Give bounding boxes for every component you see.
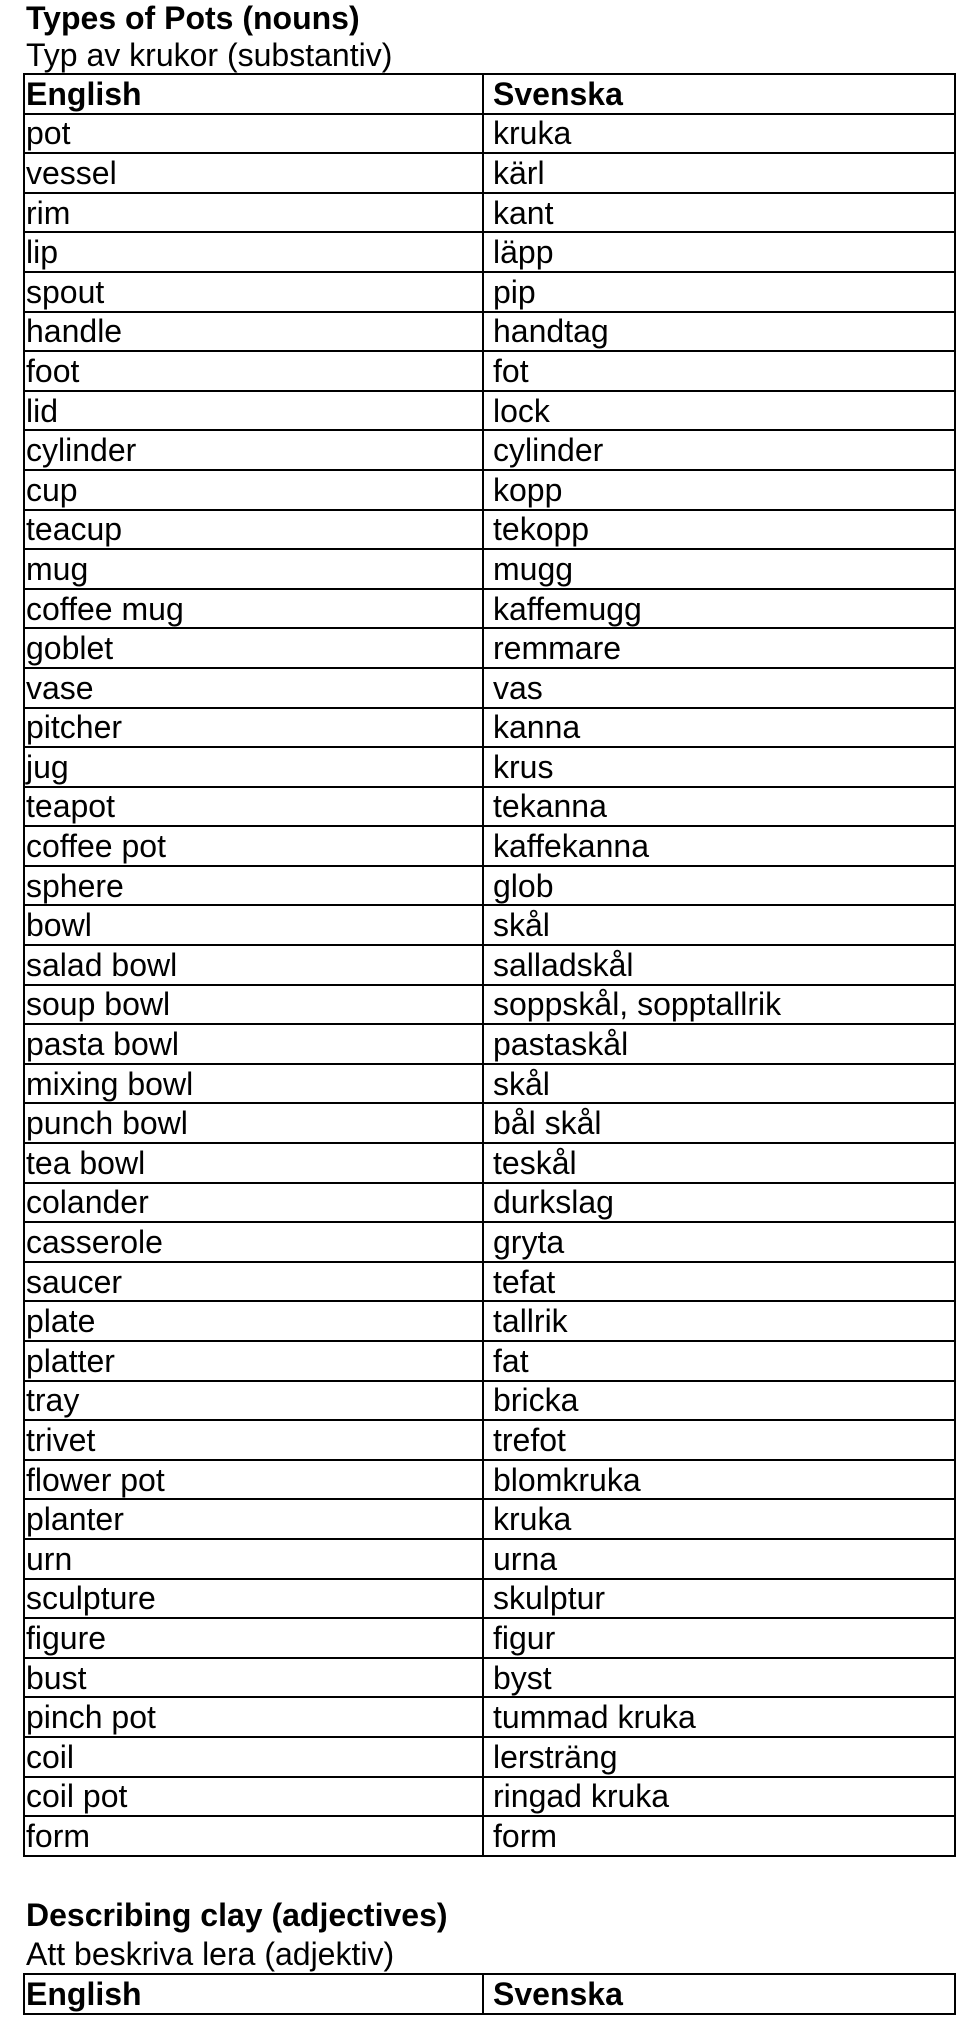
swedish-term: krus: [484, 748, 956, 788]
section-title-nouns: Types of Pots (nouns): [26, 0, 360, 36]
table-row: [25, 946, 956, 986]
table-row: [25, 313, 956, 353]
table-row: [25, 392, 956, 432]
swedish-term: trefot: [484, 1421, 956, 1461]
english-term: sculpture: [25, 1580, 484, 1620]
swedish-term: bål skål: [484, 1104, 956, 1144]
english-term: lip: [25, 233, 484, 273]
swedish-term: teskål: [484, 1144, 956, 1184]
swedish-term: salladskål: [484, 946, 956, 986]
english-term: tea bowl: [25, 1144, 484, 1184]
english-term: cup: [25, 471, 484, 511]
english-term: bust: [25, 1659, 484, 1699]
english-term: teacup: [25, 511, 484, 551]
section-subtitle-adjectives: Att beskriva lera (adjektiv): [26, 1936, 395, 1972]
table-row: [25, 1817, 956, 1857]
swedish-term: blomkruka: [484, 1461, 956, 1501]
english-term: casserole: [25, 1223, 484, 1263]
table-header-row: [25, 75, 956, 115]
table-row: [25, 1184, 956, 1224]
swedish-term: skål: [484, 906, 956, 946]
swedish-term: lersträng: [484, 1738, 956, 1778]
english-term: cylinder: [25, 431, 484, 471]
table-row: [25, 590, 956, 630]
table-row: [25, 1461, 956, 1501]
english-term: saucer: [25, 1263, 484, 1303]
table-row: [25, 1065, 956, 1105]
table-row: [25, 1619, 956, 1659]
english-term: planter: [25, 1500, 484, 1540]
swedish-term: kant: [484, 194, 956, 234]
swedish-term: lock: [484, 392, 956, 432]
column-header-english: English: [25, 75, 484, 115]
english-term: tray: [25, 1382, 484, 1422]
swedish-term: tefat: [484, 1263, 956, 1303]
swedish-term: kaffekanna: [484, 827, 956, 867]
english-term: lid: [25, 392, 484, 432]
swedish-term: figur: [484, 1619, 956, 1659]
table-row: [25, 1144, 956, 1184]
table-row: [25, 431, 956, 471]
swedish-term: byst: [484, 1659, 956, 1699]
swedish-term: fat: [484, 1342, 956, 1382]
vocabulary-table-adjectives: [23, 1973, 956, 2015]
table-row: [25, 1302, 956, 1342]
table-row: [25, 1104, 956, 1144]
table-row: [25, 906, 956, 946]
swedish-term: kanna: [484, 709, 956, 749]
swedish-term: skulptur: [484, 1580, 956, 1620]
english-term: vase: [25, 669, 484, 709]
english-term: coffee mug: [25, 590, 484, 630]
english-term: foot: [25, 352, 484, 392]
swedish-term: soppskål, sopptallrik: [484, 986, 956, 1026]
table-row: [25, 273, 956, 313]
swedish-term: kruka: [484, 115, 956, 155]
english-term: coil: [25, 1738, 484, 1778]
section-subtitle-nouns: Typ av krukor (substantiv): [26, 37, 393, 73]
column-header-english: English: [25, 1975, 484, 2015]
english-term: teapot: [25, 788, 484, 828]
english-term: sphere: [25, 867, 484, 907]
swedish-term: tekopp: [484, 511, 956, 551]
english-term: trivet: [25, 1421, 484, 1461]
swedish-term: pip: [484, 273, 956, 313]
swedish-term: kopp: [484, 471, 956, 511]
swedish-term: ringad kruka: [484, 1778, 956, 1818]
swedish-term: kruka: [484, 1500, 956, 1540]
table-header-row: [25, 1975, 956, 2015]
table-row: [25, 867, 956, 907]
table-row: [25, 629, 956, 669]
table-row: [25, 1778, 956, 1818]
english-term: handle: [25, 313, 484, 353]
swedish-term: gryta: [484, 1223, 956, 1263]
swedish-term: pastaskål: [484, 1025, 956, 1065]
table-row: [25, 194, 956, 234]
column-header-svenska: Svenska: [484, 75, 956, 115]
table-row: [25, 748, 956, 788]
english-term: flower pot: [25, 1461, 484, 1501]
table-row: [25, 827, 956, 867]
table-row: [25, 788, 956, 828]
table-row: [25, 986, 956, 1026]
table-row: [25, 352, 956, 392]
table-row: [25, 550, 956, 590]
english-term: rim: [25, 194, 484, 234]
swedish-term: fot: [484, 352, 956, 392]
english-term: spout: [25, 273, 484, 313]
english-term: punch bowl: [25, 1104, 484, 1144]
english-term: vessel: [25, 154, 484, 194]
table-row: [25, 709, 956, 749]
english-term: urn: [25, 1540, 484, 1580]
table-row: [25, 1540, 956, 1580]
english-term: goblet: [25, 629, 484, 669]
table-row: [25, 1421, 956, 1461]
table-row: [25, 154, 956, 194]
swedish-term: skål: [484, 1065, 956, 1105]
english-term: colander: [25, 1184, 484, 1224]
english-term: mug: [25, 550, 484, 590]
english-term: pitcher: [25, 709, 484, 749]
english-term: plate: [25, 1302, 484, 1342]
table-row: [25, 1659, 956, 1699]
table-row: [25, 1382, 956, 1422]
table-row: [25, 1698, 956, 1738]
table-row: [25, 1342, 956, 1382]
english-term: platter: [25, 1342, 484, 1382]
english-term: pinch pot: [25, 1698, 484, 1738]
table-row: [25, 233, 956, 273]
table-row: [25, 1263, 956, 1303]
swedish-term: kärl: [484, 154, 956, 194]
table-row: [25, 1025, 956, 1065]
swedish-term: form: [484, 1817, 956, 1857]
english-term: pot: [25, 115, 484, 155]
english-term: pasta bowl: [25, 1025, 484, 1065]
swedish-term: mugg: [484, 550, 956, 590]
table-row: [25, 669, 956, 709]
english-term: soup bowl: [25, 986, 484, 1026]
swedish-term: tallrik: [484, 1302, 956, 1342]
english-term: form: [25, 1817, 484, 1857]
english-term: bowl: [25, 906, 484, 946]
swedish-term: cylinder: [484, 431, 956, 471]
english-term: jug: [25, 748, 484, 788]
swedish-term: remmare: [484, 629, 956, 669]
column-header-svenska: Svenska: [484, 1975, 956, 2015]
vocabulary-table-nouns: [23, 73, 956, 1857]
swedish-term: bricka: [484, 1382, 956, 1422]
table-row: [25, 1223, 956, 1263]
table-row: [25, 471, 956, 511]
swedish-term: handtag: [484, 313, 956, 353]
swedish-term: glob: [484, 867, 956, 907]
english-term: mixing bowl: [25, 1065, 484, 1105]
swedish-term: kaffemugg: [484, 590, 956, 630]
table-row: [25, 1738, 956, 1778]
table-row: [25, 511, 956, 551]
swedish-term: urna: [484, 1540, 956, 1580]
english-term: coil pot: [25, 1778, 484, 1818]
swedish-term: durkslag: [484, 1184, 956, 1224]
table-row: [25, 1580, 956, 1620]
swedish-term: vas: [484, 669, 956, 709]
swedish-term: tummad kruka: [484, 1698, 956, 1738]
swedish-term: tekanna: [484, 788, 956, 828]
english-term: figure: [25, 1619, 484, 1659]
table-row: [25, 1500, 956, 1540]
swedish-term: läpp: [484, 233, 956, 273]
english-term: salad bowl: [25, 946, 484, 986]
english-term: coffee pot: [25, 827, 484, 867]
table-row: [25, 115, 956, 155]
section-title-adjectives: Describing clay (adjectives): [26, 1897, 448, 1933]
